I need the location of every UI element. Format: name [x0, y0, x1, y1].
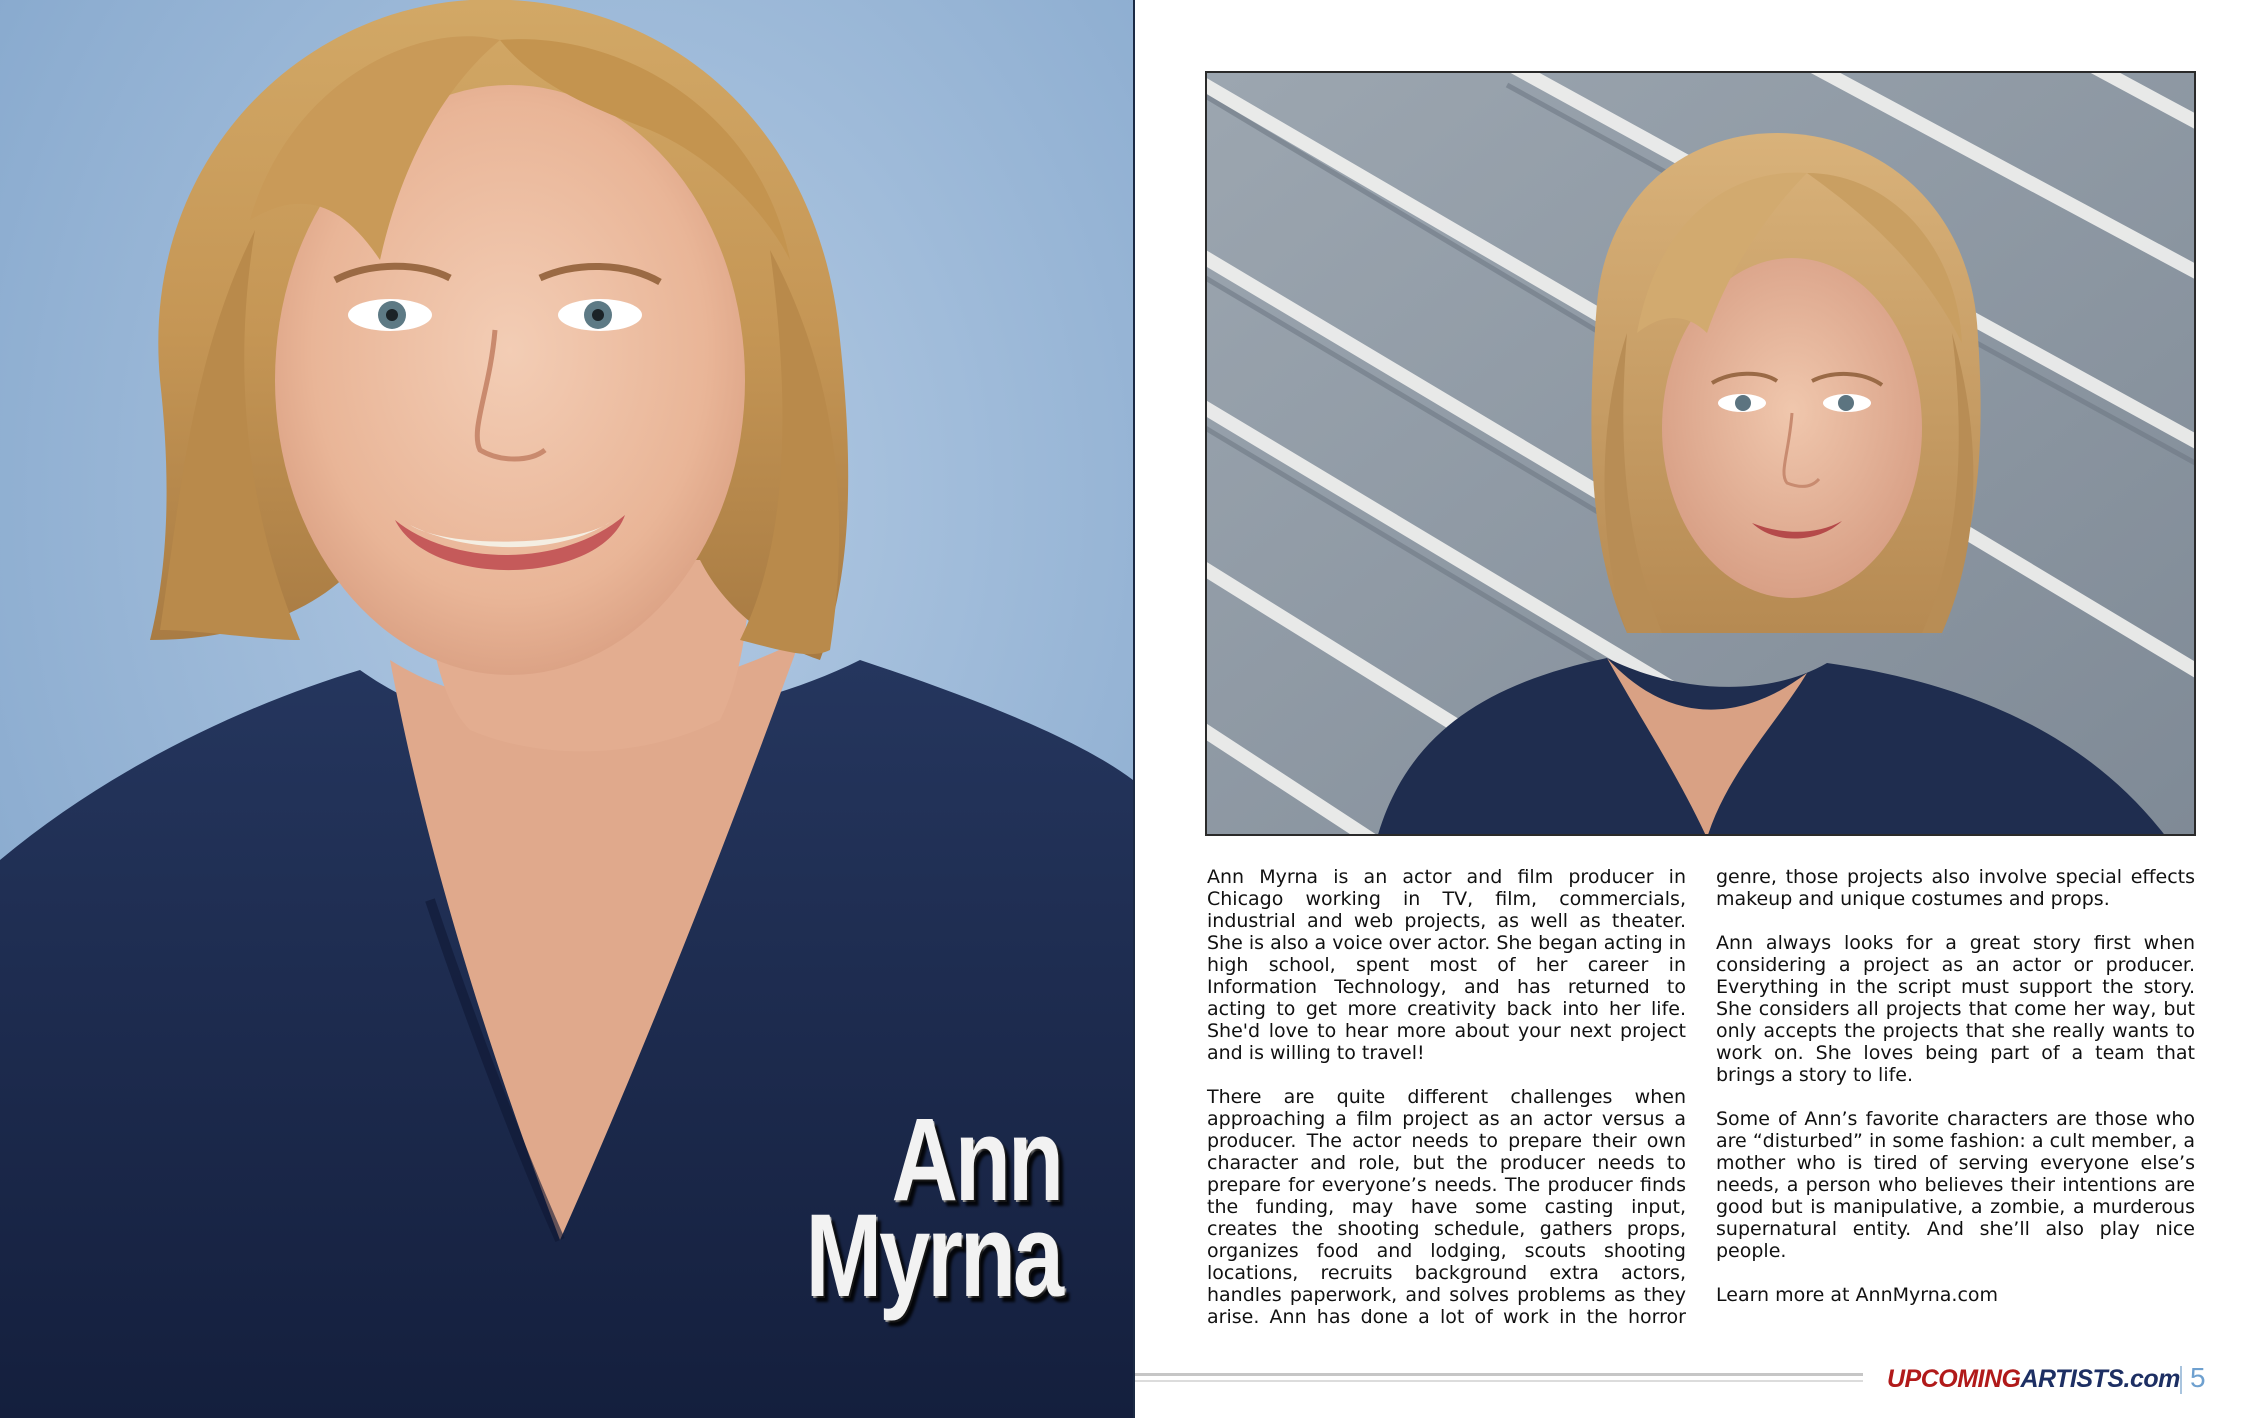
logo-artists: ARTISTS [2020, 1365, 2124, 1393]
page-number: 5 [2190, 1362, 2206, 1393]
secondary-portrait-photo [1205, 71, 2196, 836]
article-page [1135, 0, 2268, 1418]
name-first: Ann [891, 1094, 1061, 1226]
cover-name-title [733, 1094, 1061, 1322]
footer-rule-secondary [1135, 1380, 1863, 1382]
logo-upcoming: UPCOMING [1887, 1365, 2021, 1393]
name-last: Myrna [805, 1190, 1061, 1322]
article-paragraph: Ann Myrna is an actor and film producer in Chicago working in TV, film, commercials, industrial and web projects, as well as theater. She is also a voice over actor. She began acting in high school, spent most of her career in Information Technology, and has returned to acting to get more creativity back into her life. She'd love to hear more about your next project and is willing to travel! [1207, 866, 1686, 1064]
footer-separator [2180, 1366, 2182, 1394]
logo-domain: .com [2123, 1365, 2180, 1393]
stairs-portrait-image [1207, 73, 2196, 836]
article-website-line: Learn more at AnnMyrna.com [1716, 1284, 1999, 1306]
footer-rule [1135, 1373, 1863, 1376]
article-paragraph: Some of Ann’s favorite characters are those who are “disturbed” in some fashion: a cult member, a mother who is tired of serving everyone else’s needs, a person who believes their intentions are good but is manipulative, a zombie, a murderous supernatural entity. And she’ll also play nice people. [1716, 1108, 2195, 1262]
publication-logo [1887, 1364, 2180, 1394]
cover-portrait-page [0, 0, 1133, 1418]
article-paragraph: Ann always looks for a great story first when considering a project as an actor or producer. Everything in the script must support the story. She considers all projects that come her way, but only accepts the projects that she really wants to work on. She loves being part of a team that brings a story to life. [1716, 932, 2195, 1086]
article-paragraph: There are quite different challenges when approaching a film project as an actor versus a producer. The actor needs to prepare their own character and role, but the producer needs to prepare for everyone’s needs. The producer finds the funding, may have some casting input, creates the shooting schedule, gathers props, organizes food and lodging, scouts shooting locations, recruits background extra actors, handles paperwork, and solves problems as they arise. Ann has done a lot of work in the horror genre, those projects also involve special effects makeup and unique costumes and props. [1207, 866, 2195, 1328]
article-body [1207, 866, 2195, 1328]
